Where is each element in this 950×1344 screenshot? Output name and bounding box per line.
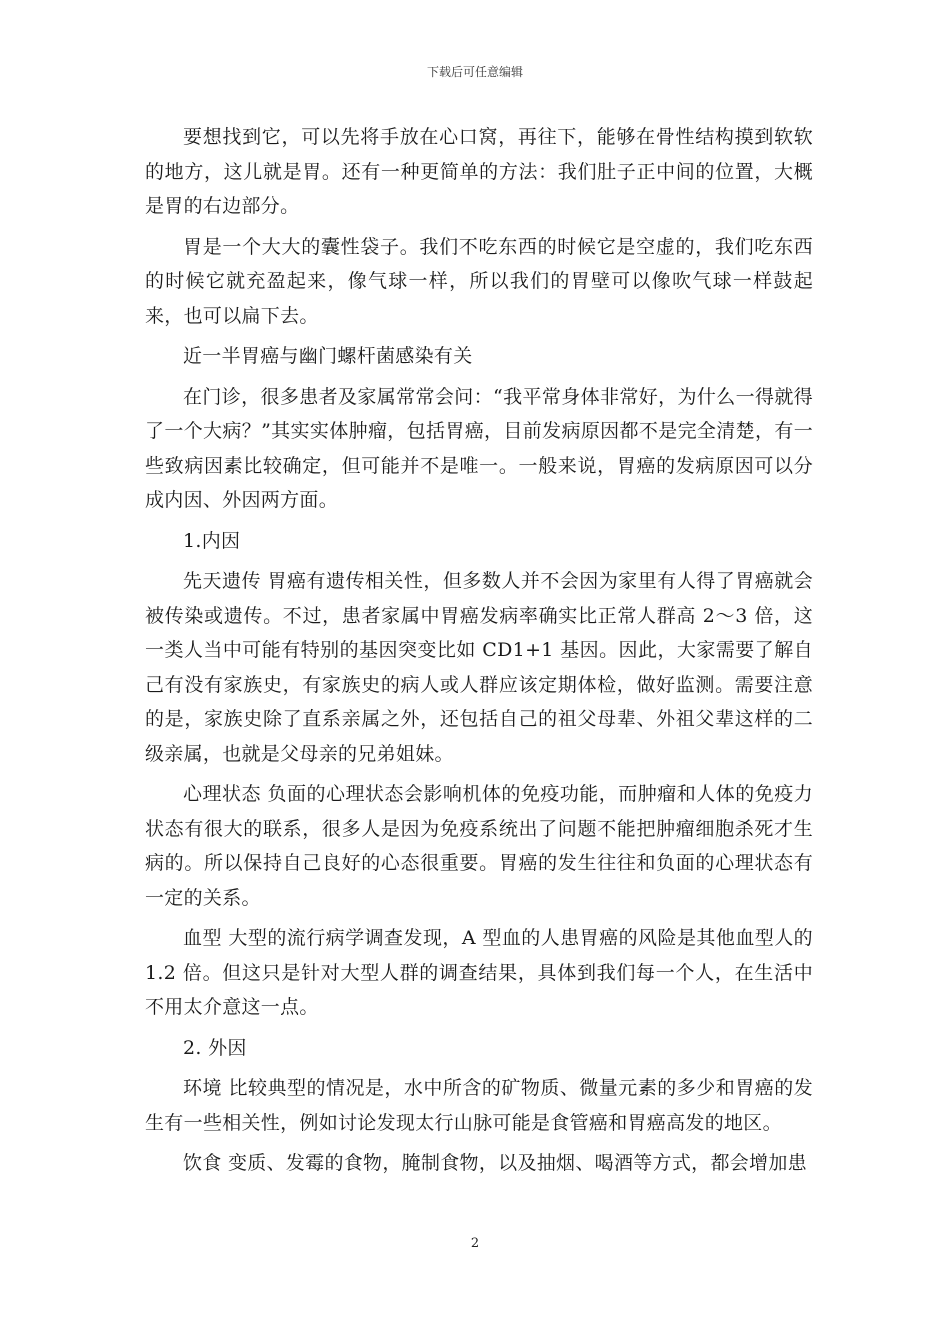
- paragraph-locate-stomach: 要想找到它，可以先将手放在心口窝，再往下，能够在骨性结构摸到软软的地方，这儿就是胃。还有一种更简单的方法：我们肚子正中间的位置，大概是胃的右边部分。: [145, 126, 813, 217]
- page-number: 2: [470, 1236, 480, 1251]
- subheading-external-causes: 2. 外因: [183, 1036, 247, 1059]
- paragraph-mental-state: 心理状态 负面的心理状态会影响机体的免疫功能，而肿瘤和人体的免疫力状态有很大的联系，很多人是因为免疫系统出了问题不能把肿瘤细胞杀死才生病的。所以保持自己良好的心态很重要。胃癌的发生往往和负面的心理状态有一定的关系。: [145, 783, 813, 909]
- paragraph-environment: 环境 比较典型的情况是，水中所含的矿物质、微量元素的多少和胃癌的发生有一些相关性，例如讨论发现太行山脉可能是食管癌和胃癌高发的地区。: [145, 1077, 813, 1134]
- section-heading-hp: 近一半胃癌与幽门螺杆菌感染有关: [183, 345, 473, 367]
- document-body: [145, 120, 813, 1181]
- header-note: 下载后可任意编辑: [426, 65, 523, 79]
- paragraph-diet: 饮食 变质、发霉的食物，腌制食物，以及抽烟、喝酒等方式，都会增加患: [183, 1152, 807, 1174]
- subheading-internal-causes: 1.内因: [183, 529, 241, 552]
- paragraph-heredity: 先天遗传 胃癌有遗传相关性，但多数人并不会因为家里有人得了胃癌就会被传染或遗传。不过，患者家属中胃癌发病率确实比正常人群高 2～3 倍，这一类人当中可能有特别的基因突变比如 CD1+1 基因。因此，大家需要了解自己有没有家族史，有家族史的病人或人群应该定期体检，做好监测。需要注意的是，家族史除了直系亲属之外，还包括自己的祖父母辈、外祖父辈这样的二级亲属，也就是父母亲的兄弟姐妹。: [145, 570, 813, 765]
- paragraph-blood-type: 血型 大型的流行病学调查发现，A 型血的人患胃癌的风险是其他血型人的 1.2 倍。但这只是针对大型人群的调查结果，具体到我们每一个人，在生活中不用太介意这一点。: [145, 927, 813, 1018]
- paragraph-clinic-question: 在门诊，很多患者及家属常常会问：“我平常身体非常好，为什么一得就得了一个大病？”其实实体肿瘤，包括胃癌，目前发病原因都不是完全清楚，有一些致病因素比较确定，但可能并不是唯一。一般来说，胃癌的发病原因可以分成内因、外因两方面。: [145, 385, 813, 511]
- paragraph-stomach-sac: 胃是一个大大的囊性袋子。我们不吃东西的时候它是空虚的，我们吃东西的时候它就充盈起来，像气球一样，所以我们的胃壁可以像吹气球一样鼓起来，也可以扁下去。: [145, 235, 813, 327]
